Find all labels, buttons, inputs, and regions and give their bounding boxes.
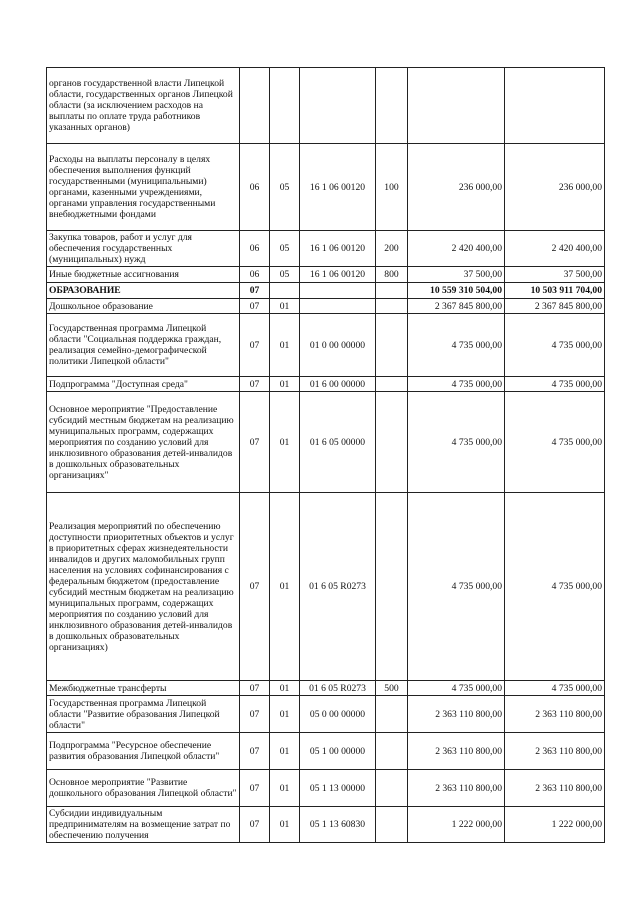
row-name-cell: Подпрограмма "Доступная среда"	[47, 377, 240, 392]
section-code-cell: 07	[240, 733, 270, 770]
section-code-cell: 07	[240, 283, 270, 299]
amount-year2-cell: 4 735 000,00	[505, 681, 605, 696]
table-row	[47, 807, 605, 843]
table-row	[47, 314, 605, 377]
expense-type-cell	[376, 68, 408, 144]
table-row	[47, 68, 605, 144]
subsection-code-cell: 05	[270, 267, 300, 283]
row-name-cell: Иные бюджетные ассигнования	[47, 267, 240, 283]
subsection-code-cell: 01	[270, 770, 300, 807]
subsection-code-cell: 01	[270, 299, 300, 314]
row-name-cell: Подпрограмма "Ресурсное обеспечение развития образования Липецкой области"	[47, 733, 240, 770]
amount-year1-cell: 236 000,00	[408, 144, 505, 231]
table-row	[47, 283, 605, 299]
table-row	[47, 267, 605, 283]
expense-type-cell	[376, 733, 408, 770]
amount-year2-cell: 1 222 000,00	[505, 807, 605, 843]
amount-year1-cell: 4 735 000,00	[408, 392, 505, 493]
section-code-cell: 07	[240, 377, 270, 392]
subsection-code-cell: 01	[270, 696, 300, 733]
amount-year2-cell: 2 363 110 800,00	[505, 696, 605, 733]
amount-year1-cell: 2 367 845 800,00	[408, 299, 505, 314]
target-article-cell: 16 1 06 00120	[300, 144, 376, 231]
target-article-cell: 16 1 06 00120	[300, 231, 376, 267]
row-name-cell: ОБРАЗОВАНИЕ	[47, 283, 240, 299]
budget-table-body	[47, 68, 605, 843]
expense-type-cell: 100	[376, 144, 408, 231]
amount-year1-cell: 1 222 000,00	[408, 807, 505, 843]
row-name-cell: Реализация мероприятий по обеспечению доступности приоритетных объектов и услуг в приоритетных сферах жизнедеятельности инвалидов и других маломобильных групп населения на условиях софинансирования с федеральным бюджетом (предоставление субсидий местным бюджетам на реализацию муниципальных программ, содержащих мероприятия по созданию условий для инклюзивного образования детей-инвалидов в дошкольных образовательных организациях)	[47, 493, 240, 681]
table-row	[47, 681, 605, 696]
expense-type-cell	[376, 493, 408, 681]
table-row	[47, 696, 605, 733]
target-article-cell: 05 1 00 00000	[300, 733, 376, 770]
amount-year2-cell: 4 735 000,00	[505, 377, 605, 392]
table-row	[47, 231, 605, 267]
expense-type-cell: 800	[376, 267, 408, 283]
subsection-code-cell	[270, 283, 300, 299]
section-code-cell: 07	[240, 807, 270, 843]
expense-type-cell	[376, 314, 408, 377]
target-article-cell: 01 6 05 R0273	[300, 681, 376, 696]
section-code-cell: 06	[240, 231, 270, 267]
subsection-code-cell: 01	[270, 807, 300, 843]
table-row	[47, 493, 605, 681]
subsection-code-cell: 01	[270, 392, 300, 493]
expense-type-cell	[376, 299, 408, 314]
amount-year1-cell: 4 735 000,00	[408, 493, 505, 681]
section-code-cell: 07	[240, 696, 270, 733]
table-row	[47, 770, 605, 807]
target-article-cell: 01 6 05 R0273	[300, 493, 376, 681]
subsection-code-cell: 01	[270, 493, 300, 681]
expense-type-cell: 200	[376, 231, 408, 267]
amount-year1-cell: 37 500,00	[408, 267, 505, 283]
subsection-code-cell: 01	[270, 314, 300, 377]
amount-year1-cell: 2 363 110 800,00	[408, 770, 505, 807]
amount-year2-cell: 236 000,00	[505, 144, 605, 231]
amount-year1-cell	[408, 68, 505, 144]
section-code-cell: 07	[240, 314, 270, 377]
target-article-cell: 05 1 13 60830	[300, 807, 376, 843]
section-code-cell: 07	[240, 493, 270, 681]
section-code-cell: 07	[240, 299, 270, 314]
table-row	[47, 299, 605, 314]
section-code-cell: 07	[240, 681, 270, 696]
budget-table	[46, 67, 605, 843]
table-row	[47, 392, 605, 493]
expense-type-cell	[376, 377, 408, 392]
subsection-code-cell: 05	[270, 144, 300, 231]
amount-year1-cell: 4 735 000,00	[408, 681, 505, 696]
subsection-code-cell: 01	[270, 681, 300, 696]
amount-year2-cell: 4 735 000,00	[505, 314, 605, 377]
target-article-cell: 01 6 00 00000	[300, 377, 376, 392]
amount-year1-cell: 2 363 110 800,00	[408, 696, 505, 733]
expense-type-cell	[376, 283, 408, 299]
amount-year1-cell: 2 363 110 800,00	[408, 733, 505, 770]
target-article-cell: 16 1 06 00120	[300, 267, 376, 283]
amount-year2-cell: 2 363 110 800,00	[505, 770, 605, 807]
table-row	[47, 733, 605, 770]
amount-year1-cell: 2 420 400,00	[408, 231, 505, 267]
target-article-cell	[300, 299, 376, 314]
section-code-cell	[240, 68, 270, 144]
row-name-cell: Основное мероприятие "Развитие дошкольного образования Липецкой области"	[47, 770, 240, 807]
amount-year1-cell: 4 735 000,00	[408, 314, 505, 377]
amount-year2-cell: 2 363 110 800,00	[505, 733, 605, 770]
target-article-cell: 01 0 00 00000	[300, 314, 376, 377]
amount-year2-cell: 4 735 000,00	[505, 392, 605, 493]
amount-year2-cell: 2 367 845 800,00	[505, 299, 605, 314]
row-name-cell: Межбюджетные трансферты	[47, 681, 240, 696]
target-article-cell: 01 6 05 00000	[300, 392, 376, 493]
subsection-code-cell: 01	[270, 733, 300, 770]
section-code-cell: 06	[240, 144, 270, 231]
subsection-code-cell: 05	[270, 231, 300, 267]
expense-type-cell: 500	[376, 681, 408, 696]
subsection-code-cell: 01	[270, 377, 300, 392]
section-code-cell: 06	[240, 267, 270, 283]
amount-year1-cell: 4 735 000,00	[408, 377, 505, 392]
expense-type-cell	[376, 807, 408, 843]
target-article-cell	[300, 68, 376, 144]
row-name-cell: Закупка товаров, работ и услуг для обеспечения государственных (муниципальных) нужд	[47, 231, 240, 267]
expense-type-cell	[376, 770, 408, 807]
table-row	[47, 377, 605, 392]
section-code-cell: 07	[240, 770, 270, 807]
expense-type-cell	[376, 392, 408, 493]
amount-year1-cell: 10 559 310 504,00	[408, 283, 505, 299]
table-row	[47, 144, 605, 231]
expense-type-cell	[376, 696, 408, 733]
target-article-cell: 05 0 00 00000	[300, 696, 376, 733]
row-name-cell: органов государственной власти Липецкой области, государственных органов Липецкой области (за исключением расходов на выплаты по оплате труда работников указанных органов)	[47, 68, 240, 144]
subsection-code-cell	[270, 68, 300, 144]
target-article-cell: 05 1 13 00000	[300, 770, 376, 807]
amount-year2-cell: 2 420 400,00	[505, 231, 605, 267]
row-name-cell: Основное мероприятие "Предоставление субсидий местным бюджетам на реализацию муниципальных программ, содержащих мероприятия по созданию условий для инклюзивного образования детей-инвалидов в дошкольных образовательных организациях"	[47, 392, 240, 493]
amount-year2-cell: 10 503 911 704,00	[505, 283, 605, 299]
row-name-cell: Государственная программа Липецкой области "Социальная поддержка граждан, реализация семейно-демографической политики Липецкой области"	[47, 314, 240, 377]
row-name-cell: Субсидии индивидуальным предпринимателям на возмещение затрат по обеспечению получения	[47, 807, 240, 843]
row-name-cell: Расходы на выплаты персоналу в целях обеспечения выполнения функций государственными (муниципальными) органами, казенными учреждениями, органами управления государственными внебюджетными фондами	[47, 144, 240, 231]
section-code-cell: 07	[240, 392, 270, 493]
amount-year2-cell	[505, 68, 605, 144]
amount-year2-cell: 37 500,00	[505, 267, 605, 283]
amount-year2-cell: 4 735 000,00	[505, 493, 605, 681]
row-name-cell: Дошкольное образование	[47, 299, 240, 314]
row-name-cell: Государственная программа Липецкой области "Развитие образования Липецкой области"	[47, 696, 240, 733]
target-article-cell	[300, 283, 376, 299]
